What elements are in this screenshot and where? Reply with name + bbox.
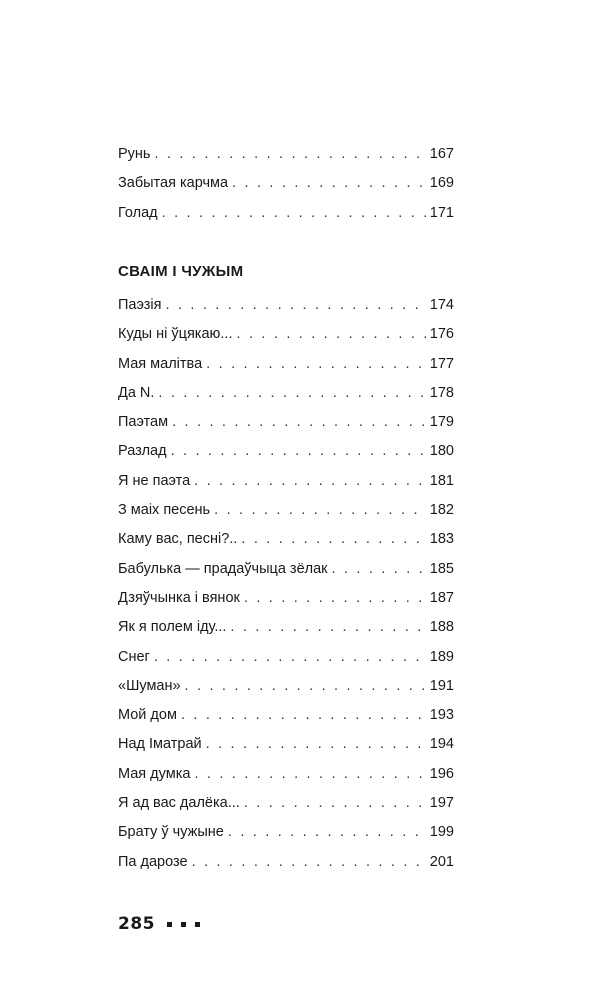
toc-entry-page: 197 [429, 795, 454, 812]
toc-leader-dots [228, 818, 426, 847]
toc-entry [118, 643, 454, 672]
toc-entry-title: Паэтам [118, 414, 169, 431]
toc-entry-page: 174 [429, 297, 454, 313]
toc-entry-title: «Шуман» [118, 677, 181, 694]
toc-entry [118, 437, 454, 466]
ornament-square-icon [167, 922, 172, 927]
toc-leader-dots [236, 320, 425, 349]
toc-leader-dots [332, 555, 426, 584]
toc-entry-page: 183 [429, 531, 454, 548]
toc-entry-title: Над Іматрай [118, 736, 202, 753]
toc-entry-page: 169 [429, 175, 454, 192]
toc-leader-dots [230, 613, 425, 642]
toc-leader-dots [244, 584, 426, 613]
toc-entry [118, 789, 454, 818]
toc-entry-page: 191 [429, 677, 454, 694]
toc-entry-page: 179 [429, 414, 454, 431]
toc-leader-dots [154, 643, 426, 672]
toc-entry-page: 178 [429, 384, 454, 401]
toc-entry-page: 180 [429, 443, 454, 460]
toc-entry-title: Мая думка [118, 765, 191, 782]
toc-leader-dots [214, 496, 426, 525]
toc-entry-page: 199 [429, 824, 454, 841]
toc-leader-dots [206, 350, 426, 379]
toc-entry-page: 189 [429, 648, 454, 665]
toc-entry [118, 848, 454, 877]
toc-entry [118, 525, 454, 554]
toc-leader-dots [194, 760, 425, 789]
toc-entry-page: 176 [429, 326, 454, 343]
toc-entry [118, 379, 454, 408]
toc-entry-page: 185 [429, 560, 454, 577]
toc-entry-title: Рунь [118, 146, 151, 162]
toc-leader-dots [206, 730, 426, 759]
toc-entry-title: Па дарозе [118, 853, 188, 870]
toc-entry-title: Голад [118, 204, 158, 221]
toc-leader-dots [181, 701, 426, 730]
toc-entry [118, 320, 454, 349]
toc-entry [118, 730, 454, 759]
toc-entry-title: Каму вас, песні?.. [118, 531, 238, 548]
toc-entry [118, 760, 454, 789]
section-heading: СВАІМ І ЧУЖЫМ [118, 263, 244, 280]
toc-entry-page: 193 [429, 707, 454, 724]
toc-leader-dots [244, 789, 426, 818]
toc-leader-dots [194, 467, 426, 496]
folio-ornament [167, 922, 200, 927]
toc-entry-title: Куды ні ўцякаю... [118, 326, 233, 343]
toc-entry-title: Я ад вас далёка... [118, 795, 240, 812]
toc-entry-title: Разлад [118, 443, 167, 460]
toc-leader-dots [185, 672, 426, 701]
toc-leader-dots [158, 379, 425, 408]
ornament-square-icon [181, 922, 186, 927]
toc-entry-page: 188 [429, 619, 454, 636]
toc-leader-dots [171, 437, 426, 466]
toc-entry [118, 701, 454, 730]
toc-entry-page: 171 [429, 204, 454, 221]
toc-section-entries [118, 291, 454, 877]
toc-entry-title: Я не паэта [118, 472, 191, 489]
toc-entry-title: Мой дом [118, 707, 177, 724]
toc-entry [118, 613, 454, 642]
toc-entry-title: Дзяўчынка і вянок [118, 589, 240, 606]
toc-leader-dots [232, 169, 426, 198]
toc-entry-title: Забытая карчма [118, 175, 229, 192]
toc-entry-title: Снег [118, 648, 150, 665]
toc-leader-dots [172, 408, 426, 437]
toc-entry-title: Паэзія [118, 297, 162, 313]
toc-entry-page: 177 [429, 355, 454, 372]
toc-leader-dots [192, 848, 426, 877]
toc-entry-title: Як я полем іду... [118, 619, 227, 636]
toc-entry [118, 199, 454, 228]
toc-leader-dots [165, 291, 425, 320]
toc-entry [118, 350, 454, 379]
toc-entry-title: З маіх песень [118, 502, 211, 519]
toc-entry [118, 408, 454, 437]
toc-entry-title: Бабулька — прадаўчыца зёлак [118, 560, 328, 577]
toc-entry [118, 291, 454, 320]
toc-entry-title: Да N. [118, 384, 155, 401]
page-number: 285 [118, 914, 155, 934]
toc-entry [118, 496, 454, 525]
toc-entry [118, 555, 454, 584]
toc-leader-dots [241, 525, 425, 554]
toc-entry-title: Мая малітва [118, 355, 203, 372]
toc-entry [118, 467, 454, 496]
page-footer [118, 914, 200, 934]
toc-entry-page: 181 [429, 472, 454, 489]
toc-leader-dots [162, 199, 426, 228]
toc-entry [118, 169, 454, 198]
toc-entry-page: 194 [429, 736, 454, 753]
toc-entry [118, 818, 454, 847]
toc-entry-page: 196 [429, 765, 454, 782]
toc-entry [118, 584, 454, 613]
toc-entry [118, 140, 454, 169]
toc-top-entries [118, 140, 454, 228]
toc-entry [118, 672, 454, 701]
toc-entry-title: Брату ў чужыне [118, 824, 224, 841]
toc-entry-page: 201 [429, 853, 454, 870]
toc-leader-dots [154, 140, 425, 169]
toc-entry-page: 187 [429, 589, 454, 606]
toc-entry-page: 167 [429, 146, 454, 162]
toc-entry-page: 182 [429, 502, 454, 519]
ornament-square-icon [195, 922, 200, 927]
